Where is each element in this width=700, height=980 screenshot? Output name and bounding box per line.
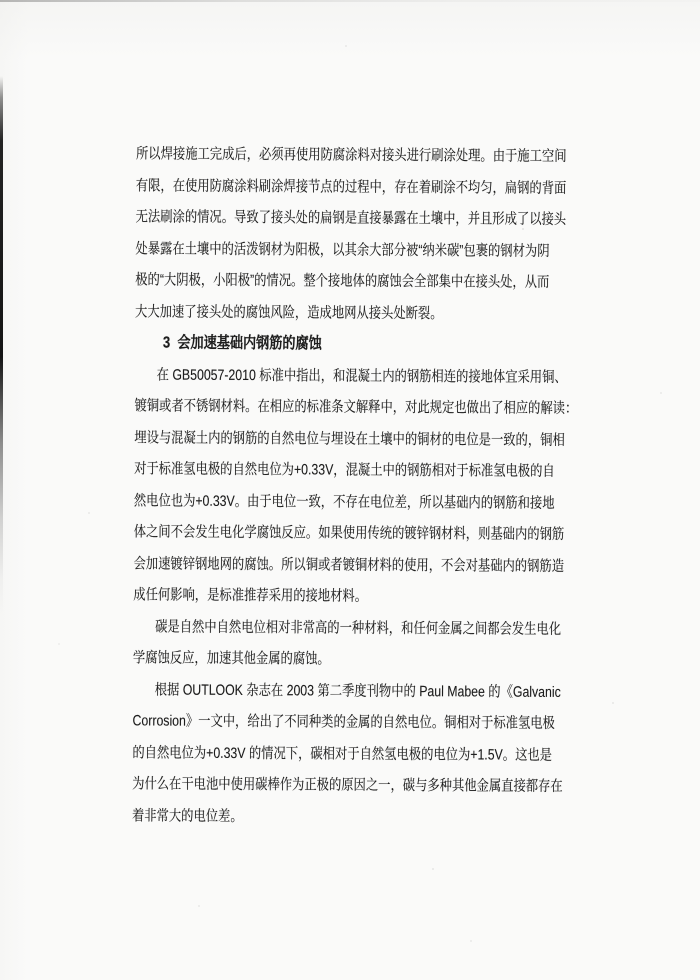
text-line: 为什么在干电池中使用碳棒作为正极的原因之一，碳与多种其他金属直接都存在 [132,775,563,795]
text-line: 无法刷涂的情况。导致了接头处的扁钢是直接暴露在土壤中，并且形成了以接头 [135,208,567,228]
text-line: 大大加速了接头处的腐蚀风险，造成地网从接头处断裂。 [135,302,443,322]
document-text-block [132,138,676,834]
scan-top-edge-artifact [0,0,700,2]
text-line: 极的“大阴极，小阳极”的情况。整个接地体的腐蚀会全部集中在接头处，从而 [135,271,550,291]
text-line: 埋设与混凝土内的钢筋的自然电位与埋设在土壤中的铜材的电位是一致的，铜相 [134,428,565,449]
text-line: 着非常大的电位差。 [131,806,243,825]
text-line: 体之间不会发生电化学腐蚀反应。如果使用传统的镀锌钢材料，则基础内的钢筋 [133,523,565,543]
text-line: 所以焊接施工完成后，必须再使用防腐涂料对接头进行刷涂处理。由于施工空间 [135,145,567,165]
text-line: 镀铜或者不锈钢材料。在相应的标准条文解释中，对此规定也做出了相应的解读： [134,397,578,418]
text-line: 在 GB50057-2010 标准中指出，和混凝土内的钢筋相连的接地体宜采用铜、 [156,365,567,386]
text-line: 碳是自然中自然电位相对非常高的一种材料，和任何金属之间都会发生电化 [155,617,562,638]
text-line: 处暴露在土壤中的活泼钢材为阳极，以其余大部分被“纳米碳”包裹的钢材为阴 [135,239,550,260]
text-line: 有限，在使用防腐涂料刷涂焊接节点的过程中，存在着刷涂不均匀，扁钢的背面 [135,176,567,197]
text-line: 会加速镀锌钢地网的腐蚀。所以铜或者镀铜材料的使用，不会对基础内的钢筋造 [133,554,565,575]
text-line: Corrosion》一文中，给出了不同种类的金属的自然电位。铜相对于标准氢电极 [132,712,555,732]
scan-noise-speckles [0,0,2,2]
text-line: 成任何影响，是标准推荐采用的接地材料。 [133,586,368,605]
text-line: 根据 OUTLOOK 杂志在 2003 第二季度刊物中的 Paul Mabee 的《Galvanic [154,680,561,701]
text-line: 对于标准氢电极的自然电位为+0.33V，混凝土中的钢筋相对于标准氢电极的自 [134,460,555,480]
section-heading: 3 会加速基础内钢筋的腐蚀 [162,334,322,353]
text-line: 然电位也为+0.33V。由于电位一致，不存在电位差，所以基础内的钢筋和接地 [133,491,555,512]
scan-left-edge-artifact [0,76,3,616]
text-line: 的自然电位为+0.33V 的情况下，碳相对于自然氢电极的电位为+1.5V。这也是 [132,743,553,764]
text-line: 学腐蚀反应，加速其他金属的腐蚀。 [132,649,330,668]
